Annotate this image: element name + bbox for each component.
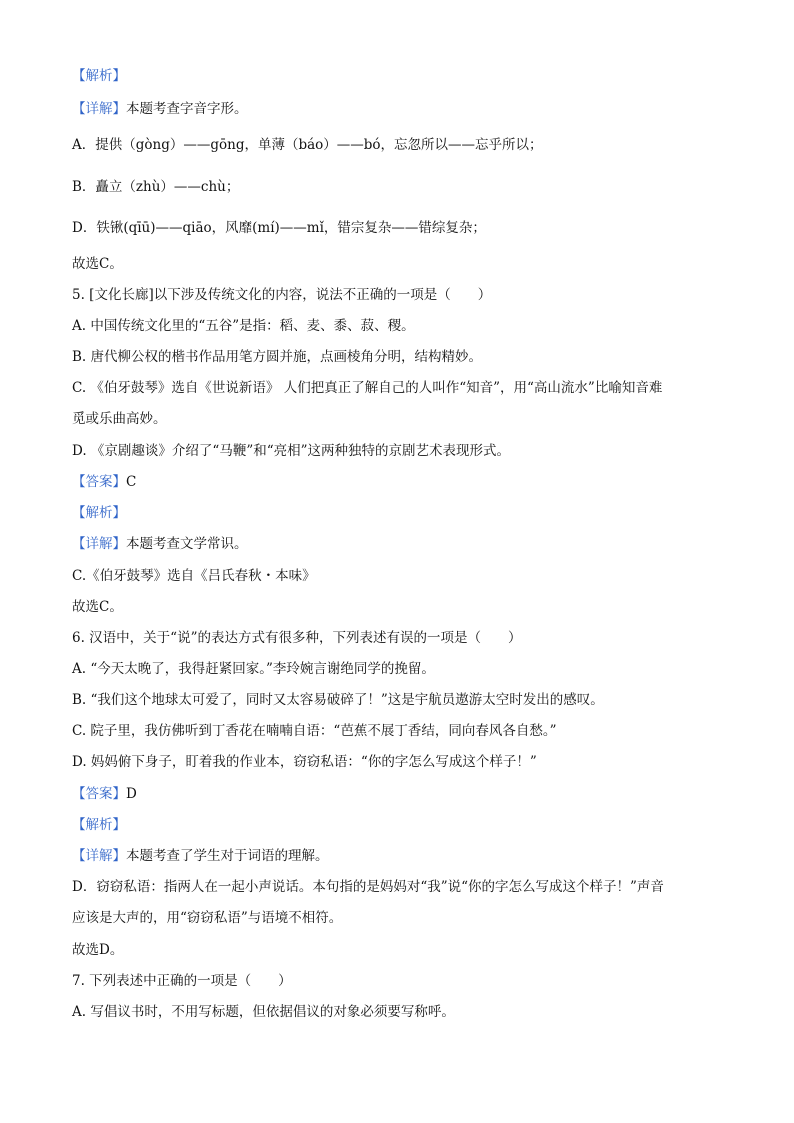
line-text: C.《伯牙鼓琴》选自《吕氏春秋・本味》 [72,568,316,584]
line-text: 故选C。 [72,599,123,615]
line-text: 故选D。 [72,942,124,958]
doc-line [72,941,123,959]
doc-line [72,100,248,118]
doc-line [72,473,136,491]
doc-line [72,410,167,428]
line-text: A. “今天太晚了，我得赶紧回家。”李玲婉言谢绝同学的挽留。 [72,661,435,677]
line-text: D [126,786,137,802]
doc-line [72,567,316,585]
doc-line [72,535,248,553]
line-text: 7. 下列表述中正确的一项是（ ） [72,973,292,989]
doc-line [72,1003,455,1021]
doc-line [72,219,486,237]
line-text: C. 《伯牙鼓琴》选自《世说新语》 人们把真正了解自己的人叫作“知音”，用“高山流水”比喻知音难 [72,380,663,396]
line-text: B. 唐代柳公权的楷书作品用笔方圆并施，点画棱角分明，结构精妙。 [72,349,483,365]
line-text: D．铁锹(qīū)——qiāo，风靡(mí)——mǐ，错宗复杂——错综复杂； [72,220,486,236]
section-tag: 【解析】 [72,505,126,521]
doc-line [72,178,239,196]
doc-line [72,785,137,803]
doc-line [72,629,521,647]
doc-line [72,598,123,616]
doc-line [72,317,415,335]
doc-line [72,691,604,709]
doc-line [72,878,664,896]
section-tag: 【详解】 [72,101,126,117]
line-text: B. “我们这个地球太可爱了，同时又太容易破碎了！”这是宇航员遨游太空时发出的感叹。 [72,692,604,708]
doc-line [72,660,435,678]
doc-line [72,379,662,397]
line-text: 本题考查了学生对于词语的理解。 [126,848,329,864]
doc-line [72,286,491,304]
section-tag: 【答案】 [72,786,126,802]
line-text: 本题考查文学常识。 [126,536,248,552]
section-tag: 【解析】 [72,817,126,833]
line-text: D．窃窃私语：指两人在一起小声说话。本句指的是妈妈对“我”说“你的字怎么写成这个样子！”声音 [72,879,664,895]
line-text: 5. [文化长廊]以下涉及传统文化的内容，说法不正确的一项是（ ） [72,287,492,303]
line-text: C. 院子里，我仿佛听到丁香花在喃喃自语：“芭蕉不展丁香结，同向春风各自愁。” [72,723,557,739]
line-text: 故选C。 [72,256,123,272]
section-tag: 【详解】 [72,536,126,552]
line-text: D. 妈妈俯下身子，盯着我的作业本，窃窃私语：“你的字怎么写成这个样子！” [72,754,537,770]
doc-line [72,504,126,522]
doc-line [72,67,126,85]
line-text: A. 中国传统文化里的“五谷”是指：稻、麦、黍、菽、稷。 [72,318,415,334]
line-text: D. 《京剧趣谈》介绍了“马鞭”和“亮相”这两种独特的京剧艺术表现形式。 [72,443,511,459]
doc-line [72,722,556,740]
section-tag: 【详解】 [72,848,126,864]
line-text: 觅或乐曲高妙。 [72,411,167,427]
line-text: 6. 汉语中，关于“说”的表达方式有很多种，下列表述有误的一项是（ ） [72,630,522,646]
doc-line [72,442,510,460]
line-text: 本题考查字音字形。 [126,101,248,117]
line-text: C [126,474,137,490]
doc-line [72,348,482,366]
line-text: 应该是大声的，用“窃窃私语”与语境不相符。 [72,910,343,926]
doc-line [72,909,342,927]
doc-line [72,847,329,865]
doc-line [72,816,126,834]
doc-line [72,255,123,273]
line-text: A．提供（gòng）——gōng，单薄（báo）——bó，忘忽所以——忘乎所以； [72,137,543,153]
section-tag: 【答案】 [72,474,126,490]
doc-line [72,972,292,990]
line-text: B．矗立（zhù）——chù； [72,179,240,195]
doc-line [72,753,537,771]
doc-line [72,136,543,154]
section-tag: 【解析】 [72,68,126,84]
line-text: A. 写倡议书时，不用写标题，但依据倡议的对象必须要写称呼。 [72,1004,455,1020]
